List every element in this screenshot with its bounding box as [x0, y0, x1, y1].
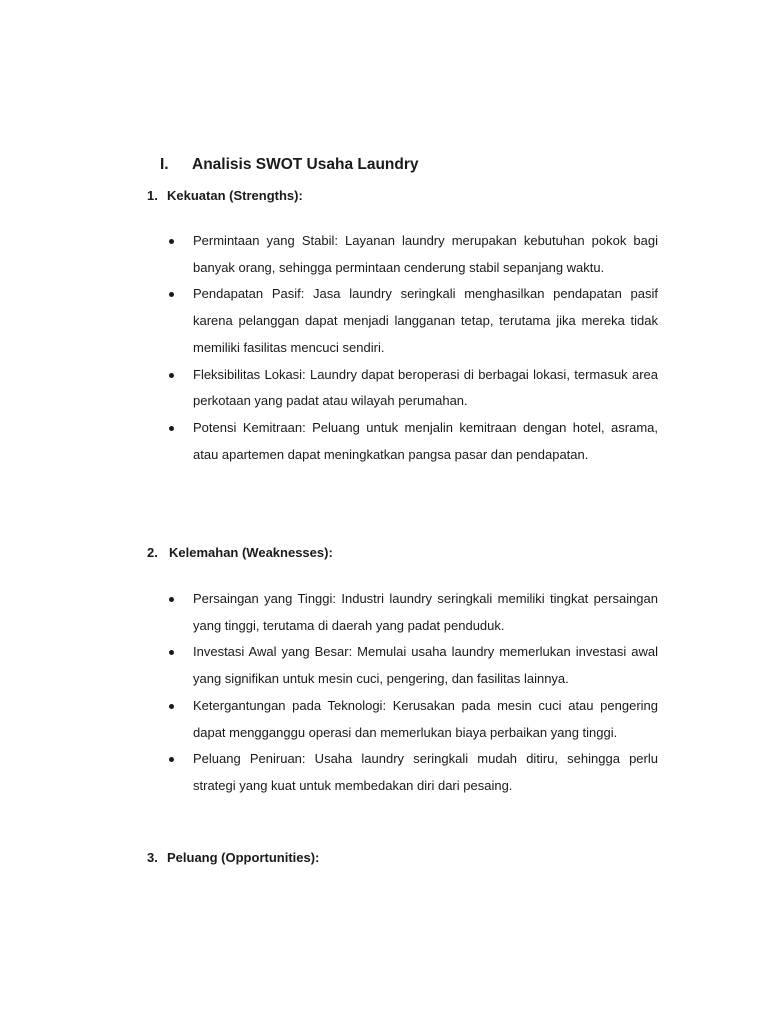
subsection-title: Kelemahan (Weaknesses): [169, 545, 333, 560]
list-item-text: Persaingan yang Tinggi: Industri laundry seringkali memiliki tingkat persaingan yang tinggi, terutama di daerah yang padat penduduk. [193, 591, 658, 633]
section-number: I. [160, 156, 169, 173]
list-item-text: Fleksibilitas Lokasi: Laundry dapat beroperasi di berbagai lokasi, termasuk area perkotaan yang padat atau wilayah perumahan. [193, 366, 658, 409]
list-item [165, 639, 658, 692]
list-item [165, 228, 658, 281]
list-item [165, 586, 658, 639]
list-item [165, 693, 658, 746]
bullet-icon [169, 704, 174, 709]
bullet-icon [169, 292, 174, 297]
bullet-icon [169, 597, 174, 602]
subsection-heading-opportunities [147, 850, 319, 865]
subsection-number: 2. [147, 545, 158, 560]
subsection-title: Kekuatan (Strengths): [167, 188, 303, 203]
list-item [165, 281, 658, 361]
list-item-text: Investasi Awal yang Besar: Memulai usaha laundry memerlukan investasi awal yang signifikan untuk mesin cuci, pengering, dan fasilitas lainnya. [193, 644, 658, 687]
bullet-icon [169, 650, 174, 655]
list-item-text: Permintaan yang Stabil: Layanan laundry merupakan kebutuhan pokok bagi banyak orang, sehingga permintaan cenderung stabil sepanjang waktu. [193, 233, 658, 275]
bullet-icon [169, 426, 174, 431]
bullet-icon [169, 757, 174, 762]
subsection-number: 1. [147, 188, 158, 203]
list-item [165, 415, 658, 468]
list-item-text: Ketergantungan pada Teknologi: Kerusakan pada mesin cuci atau pengering dapat mengganggu operasi dan memerlukan biaya perbaikan yang tinggi. [193, 697, 658, 740]
list-item-text: Potensi Kemitraan: Peluang untuk menjalin kemitraan dengan hotel, asrama, atau apartemen dapat meningkatkan pangsa pasar dan pendapatan. [193, 419, 658, 462]
list-item-text: Pendapatan Pasif: Jasa laundry seringkali menghasilkan pendapatan pasif karena pelanggan dapat menjadi langganan tetap, terutama jika mereka tidak memiliki fasilitas mencuci sendiri. [193, 286, 658, 355]
subsection-title: Peluang (Opportunities): [167, 850, 320, 865]
bullet-icon [169, 239, 174, 244]
strengths-list [165, 228, 658, 468]
weaknesses-list [165, 586, 658, 800]
subsection-heading-weaknesses [147, 545, 333, 560]
list-item-text: Peluang Peniruan: Usaha laundry seringkali mudah ditiru, sehingga perlu strategi yang kuat untuk membedakan diri dari pesaing. [193, 751, 658, 793]
subsection-number: 3. [147, 850, 158, 865]
list-item [165, 362, 658, 415]
list-item [165, 746, 658, 799]
bullet-icon [169, 373, 174, 378]
section-heading [160, 156, 419, 174]
section-title: Analisis SWOT Usaha Laundry [192, 156, 419, 173]
subsection-heading-strengths [147, 188, 303, 203]
